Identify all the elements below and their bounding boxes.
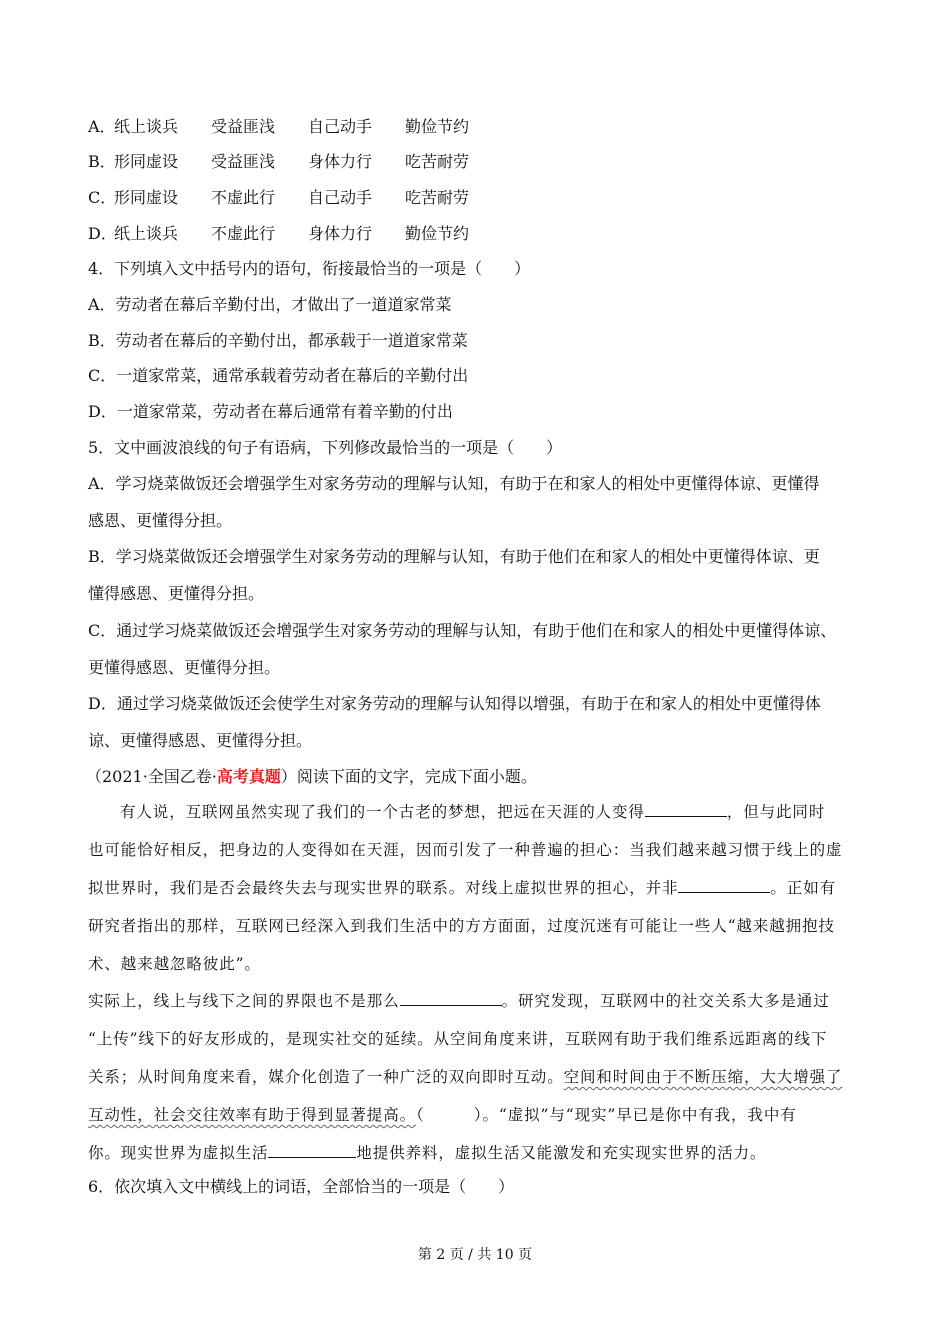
- passage-line-6: 实际上，线上与线下之间的界限也不是那么 。研究发现，互联网中的社交关系大多是通过: [88, 992, 830, 1010]
- q6-stem: 6．依次填入文中横线上的词语，全部恰当的一项是（ ）: [88, 1177, 515, 1196]
- passage-line-3: 拟世界时，我们是否会最终失去与现实世界的联系。对线上虚拟世界的担心，并非 。正如有: [88, 879, 837, 897]
- blank-2: [678, 877, 770, 893]
- passage-line-1: 有人说，互联网虽然实现了我们的一个古老的梦想，把远在天涯的人变得 ，但与此同时: [120, 803, 826, 821]
- wavy-underlined-sentence-part1: 空间和时间由于不断压缩，大大增强了: [563, 1068, 843, 1086]
- q5-option-a-line1: A．学习烧菜做饭还会增强学生对家务劳动的理解与认知，有助于在和家人的相处中更懂得体谅、更懂得: [88, 474, 820, 493]
- q4-option-b: B．劳动者在幕后的辛勤付出，都承载于一道道家常菜: [88, 331, 468, 350]
- q5-option-c-line1: C．通过学习烧菜做饭还会增强学生对家务劳动的理解与认知，有助于他们在和家人的相处中更懂得体谅、: [88, 621, 837, 640]
- q5-option-a-line2: 感恩、更懂得分担。: [88, 511, 233, 530]
- q4-option-c: C．一道家常菜，通常承载着劳动者在幕后的辛勤付出: [88, 366, 469, 385]
- blank-3: [400, 990, 502, 1006]
- source-highlight: 高考真题: [216, 767, 281, 786]
- passage-line-8: 关系；从时间角度来看，媒介化创造了一种广泛的双向即时互动。空间和时间由于不断压缩，大大增强了: [88, 1068, 843, 1086]
- passage-line-4: 研究者指出的那样，互联网已经深入到我们生活中的方方面面，过度沉迷有可能让一些人“越来越拥抱技: [88, 917, 835, 935]
- passage-line-9: 互动性，社会交往效率有助于得到显著提高。（ ）。“虚拟”与“现实”早已是你中有我，我中有: [88, 1106, 797, 1124]
- blank-1: [645, 801, 727, 817]
- q5-option-b-line2: 懂得感恩、更懂得分担。: [88, 584, 265, 603]
- q5-option-d-line1: D．通过学习烧菜做饭还会使学生对家务劳动的理解与认知得以增强，有助于在和家人的相处中更懂得体: [88, 694, 821, 713]
- q4-option-a: A．劳动者在幕后辛勤付出，才做出了一道道家常菜: [88, 295, 452, 314]
- q3-option-a: A．纸上谈兵 受益匪浅 自己动手 勤俭节约: [88, 117, 470, 136]
- source-line: （2021·全国乙卷·高考真题）阅读下面的文字，完成下面小题。: [86, 767, 537, 786]
- q5-option-d-line2: 谅、更懂得感恩、更懂得分担。: [88, 731, 313, 750]
- q3-option-d: D．纸上谈兵 不虚此行 身体力行 勤俭节约: [88, 224, 470, 243]
- page-footer: 第 2 页 / 共 10 页: [417, 1247, 533, 1263]
- q5-stem: 5．文中画波浪线的句子有语病，下列修改最恰当的一项是（ ）: [88, 438, 563, 457]
- q4-option-d: D．一道家常菜，劳动者在幕后通常有着辛勤的付出: [88, 402, 453, 421]
- q3-option-b: B．形同虚设 受益匪浅 身体力行 吃苦耐劳: [88, 152, 470, 171]
- q5-option-c-line2: 更懂得感恩、更懂得分担。: [88, 658, 281, 677]
- q3-option-c: C．形同虚设 不虚此行 自己动手 吃苦耐劳: [88, 188, 470, 207]
- passage-line-2: 也可能恰好相反，把身边的人变得如在天涯，因而引发了一种普遍的担心：当我们越来越习惯于线上的虚: [88, 841, 843, 859]
- passage-line-10: 你。现实世界为虚拟生活 地提供养料，虚拟生活又能激发和充实现实世界的活力。: [88, 1144, 767, 1162]
- wavy-underlined-sentence-part2: 互动性，社会交往效率有助于得到显著提高。: [88, 1106, 417, 1124]
- q5-option-b-line1: B．学习烧菜做饭还会增强学生对家务劳动的理解与认知，有助于他们在和家人的相处中更懂得体谅、更: [88, 547, 820, 566]
- passage-line-5: 术、越来越忽略彼此”。: [88, 955, 261, 973]
- blank-4: [268, 1142, 356, 1158]
- passage-line-7: “上传”线下的好友形成的，是现实社交的延续。从空间角度来讲，互联网有助于我们维系远距离的线下: [88, 1030, 828, 1048]
- q4-stem: 4．下列填入文中括号内的语句，衔接最恰当的一项是（ ）: [88, 259, 531, 278]
